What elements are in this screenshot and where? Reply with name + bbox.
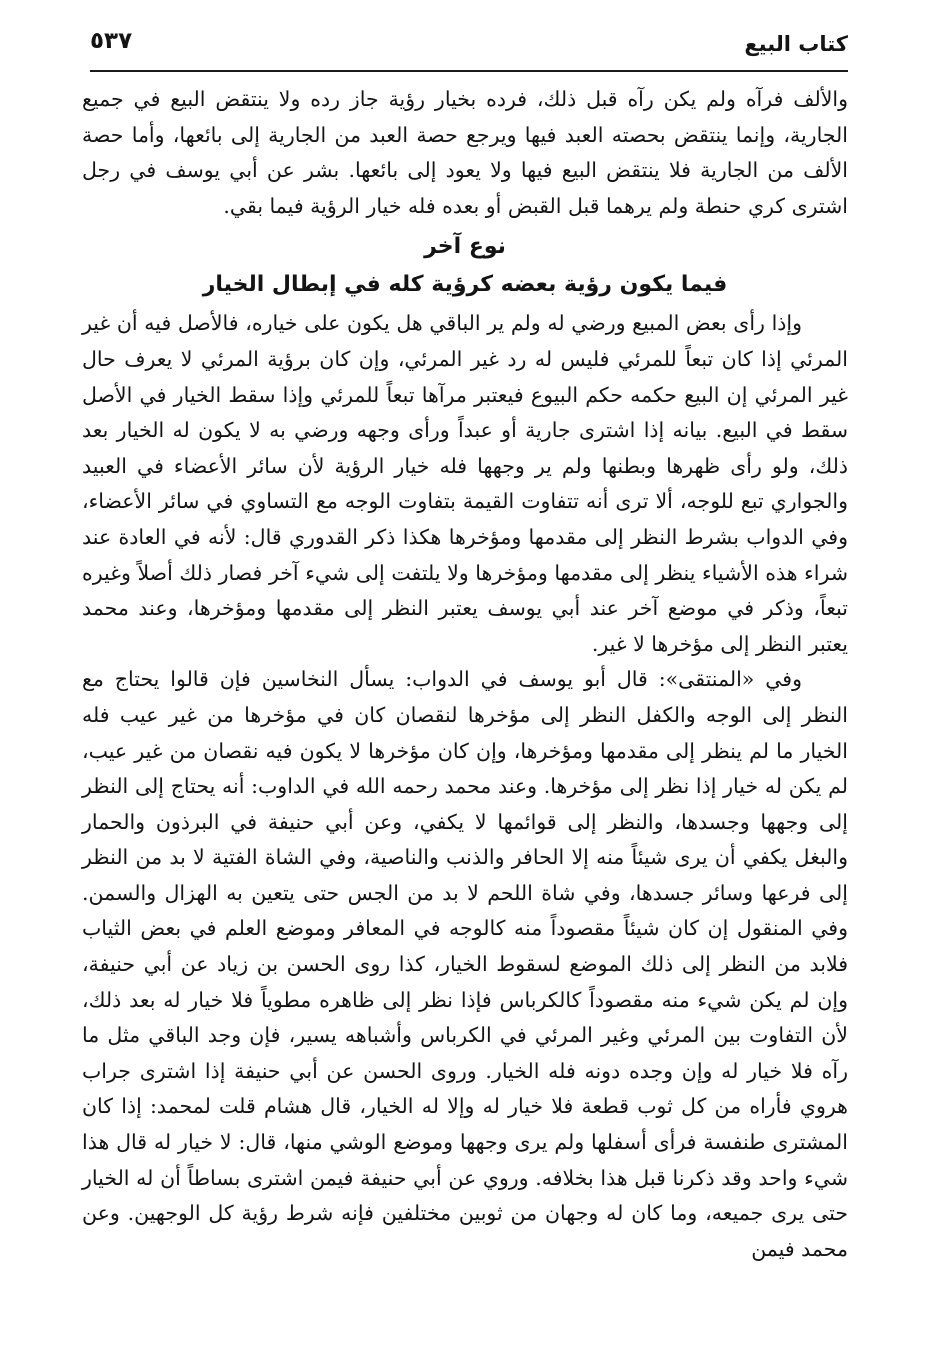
- page-number: ٥٣٧: [90, 28, 133, 54]
- section-title: فيما يكون رؤية بعضه كرؤية كله في إبطال الخيار: [202, 272, 728, 298]
- book-title: كتاب البيع: [744, 32, 848, 56]
- paragraph-3: وفي «المنتقى»: قال أبو يوسف في الدواب: يسأل النخاسين فإن قالوا يحتاج مع النظر إلى الوجه والكفل النظر إلى مؤخرها لنقصان كان في مؤخرها من غير عيب فله الخيار ما لم ينظر إلى مقدمها ومؤخرها، وإن كان مؤخرها لا يكون فيه نقصان من غير عيب، لم يكن له خيار إذا نظر إلى مؤخرها. وعند محمد رحمه الله في الداوب: أنه يحتاج إلى النظر إلى وجهها وجسدها، والنظر إلى قوائمها لا يكفي، وعن أبي حنيفة في البرذون والحمار والبغل يكفي أن يرى شيئاً منه إلا الحافر والذنب والناصية، وفي الشاة الفتية لا بد من النظر إلى فرعها وسائر جسدها، وفي شاة اللحم لا بد من الجس حتى يتعين به الهزال والسمن. وفي المنقول إن كان شيئاً مقصوداً منه كالوجه في المعافر وموضع العلم في بعض الثياب فلابد من النظر إلى ذلك الموضع لسقوط الخيار، كذا روى الحسن بن زياد عن أبي حنيفة، وإن لم يكن شيء منه مقصوداً كالكرباس فإذا نظر إلى ظاهره مطوياً فلا خيار له بعد ذلك، لأن التفاوت بين المرئي وغير المرئي في الكرباس وأشباهه يسير، فإن وجد الباقي مثل ما رآه فلا خيار له وإن وجده دونه فله الخيار. وروى الحسن عن أبي حنيفة إذا اشترى جراب هروي فأراه من كل ثوب قطعة فلا خيار له وإلا له الخيار، قال هشام قلت لمحمد: إذا كان المشترى طنفسة فرأى أسفلها ولم يرى وجهها وموضع الوشي منها، قال: لا خيار له قال هذا شيء واحد وقد ذكرنا قبل هذا بخلافه. وروي عن أبي حنيفة فيمن اشترى بساطاً أن له الخيار حتى يرى جميعه، وما كان له وجهان من ثوبين مختلفين فإنه شرط رؤية كل الوجهين. وعن محمد فيمن: [82, 667, 848, 1261]
- paragraph-2: وإذا رأى بعض المبيع ورضي له ولم ير الباقي هل يكون على خياره، فالأصل فيه أن غير المرئي إذا كان تبعاً للمرئي فليس له رد غير المرئي، وإن كان برؤية المرئي لا يعرف حال غير المرئي إن البيع حكمه حكم البيوع فيعتبر مرآها تبعاً للمرئي وإذا سقط الخيار في الأصل سقط في البيع. بيانه إذا اشترى جارية أو عبداً ورأى وجهه ورضي به لا يكون له الخيار بعد ذلك، ولو رأى ظهرها وبطنها ولم ير وجهها فله خيار الرؤية لأن سائر الأعضاء في العبيد والجواري تبع للوجه، ألا ترى أنه تتفاوت القيمة بتفاوت الوجه مع التساوي في سائر الأعضاء، وفي الدواب بشرط النظر إلى مقدمها ومؤخرها هكذا ذكر القدوري قال: لأنه في العادة عند شراء هذه الأشياء ينظر إلى مقدمها ومؤخرها ولا يلتفت إلى شيء آخر فصار ذلك أصلاً وغيره تبعاً، وذكر في موضع آخر عند أبي يوسف يعتبر النظر إلى مقدمها ومؤخرها، وعند محمد يعتبر النظر إلى مؤخرها لا غير.: [82, 311, 848, 656]
- section-kind: نوع آخر: [424, 234, 506, 260]
- paragraph-1: والألف فرآه ولم يكن رآه قبل ذلك، فرده بخيار رؤية جاز رده ولا ينتقض البيع في جميع الجارية، وإنما ينتقض بحصته العبد فيها ويرجع حصة العبد من الجارية إلى بائعها، وأما حصة الألف من الجارية فلا ينتقض البيع فيها ولا يعود إلى بائعها. بشر عن أبي يوسف في رجل اشترى كري حنطة ولم يرهما قبل القبض أو بعده فله خيار الرؤية فيما بقي.: [82, 87, 848, 218]
- page-content: [82, 82, 848, 1267]
- section-heading: [82, 228, 848, 304]
- page-header: [90, 26, 848, 72]
